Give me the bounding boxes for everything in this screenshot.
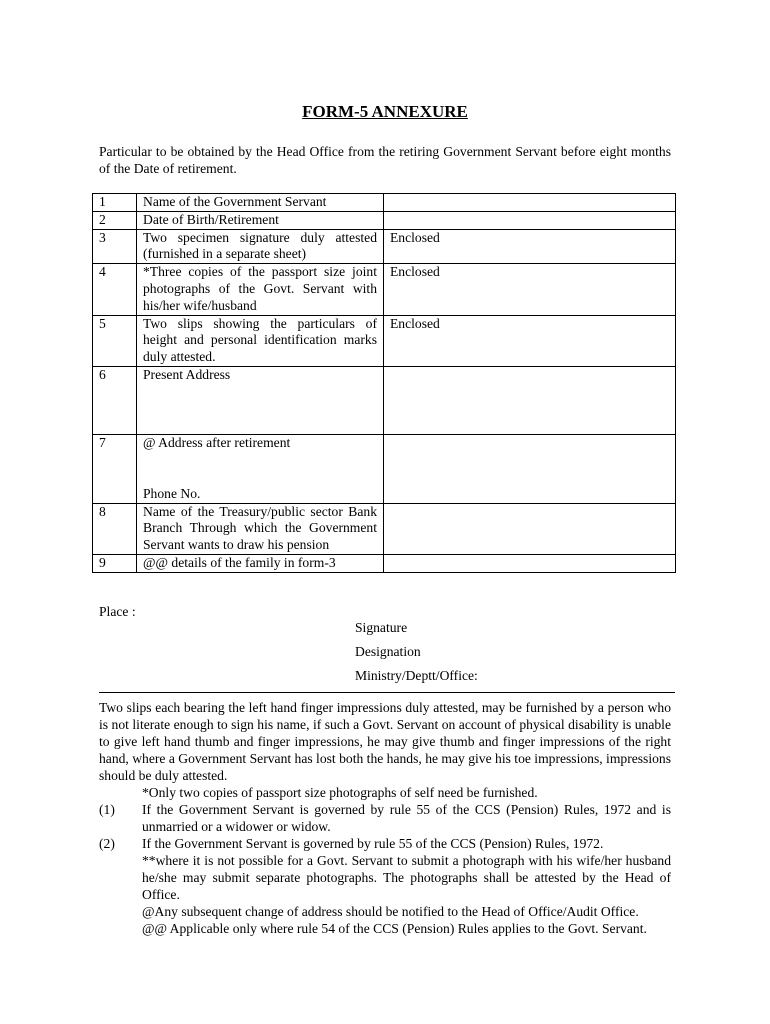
table-row: [93, 434, 676, 503]
passport-note: *Only two copies of passport size photographs of self need be furnished.: [142, 785, 538, 800]
intro-paragraph: Particular to be obtained by the Head Office from the retiring Government Servant before eight months of the Date of retirement.: [99, 144, 671, 176]
row-value[interactable]: [384, 211, 676, 229]
finger-impression-note: Two slips each bearing the left hand finger impressions duly attested, may be furnished by a person who is not literate enough to sign his name, if such a Govt. Servant on account of physical disability is unable to give left hand thumb and finger impressions, he may give thumb and finger impressions of the right hand, where a Government Servant has lost both the hands, he may give his toe impressions, impressions should be duly attested.: [99, 700, 671, 783]
note-text: If the Government Servant is governed by rule 55 of the CCS (Pension) Rules, 1972.: [142, 836, 604, 851]
row-value[interactable]: [384, 503, 676, 554]
place-label: Place :: [99, 604, 136, 619]
row-description: Two slips showing the particulars of height and personal identification marks duly attested.: [137, 315, 384, 366]
row-description: Date of Birth/Retirement: [137, 211, 384, 229]
rule-54-note: @@ Applicable only where rule 54 of the CCS (Pension) Rules applies to the Govt. Servant.: [142, 921, 647, 936]
signature-label: Signature: [355, 620, 408, 635]
note-text: If the Government Servant is governed by rule 55 of the CCS (Pension) Rules, 1972 and is unmarried or a widower or widow.: [142, 802, 671, 834]
address-label: @ Address after retirement: [143, 434, 291, 450]
row-value[interactable]: [384, 434, 676, 503]
table-row: [93, 503, 676, 554]
row-number: 5: [93, 315, 137, 366]
table-row: [93, 211, 676, 229]
row-number: 4: [93, 264, 137, 315]
phone-label: Phone No.: [143, 485, 201, 501]
row-description: Two specimen signature duly attested (furnished in a separate sheet): [137, 229, 384, 264]
table-row: [93, 366, 676, 434]
row-description: @@ details of the family in form-3: [137, 554, 384, 572]
row-value[interactable]: Enclosed: [384, 264, 676, 315]
table-row: [93, 315, 676, 366]
note-marker: (2): [99, 836, 115, 851]
row-number: 8: [93, 503, 137, 554]
row-number: 1: [93, 194, 137, 212]
row-value[interactable]: Enclosed: [384, 315, 676, 366]
row-number: 9: [93, 554, 137, 572]
photo-note: **where it is not possible for a Govt. Servant to submit a photograph with his wife/her husband he/she may submit separate photographs. The photographs shall be attested by the Head of Office.: [142, 853, 671, 902]
row-description: *Three copies of the passport size joint photographs of the Govt. Servant with his/her wife/husband: [137, 264, 384, 315]
table-row: [93, 194, 676, 212]
row-value[interactable]: [384, 554, 676, 572]
table-row: [93, 229, 676, 264]
row-value[interactable]: [384, 194, 676, 212]
row-description: Present Address: [137, 366, 384, 434]
ministry-label: Ministry/Deptt/Office:: [355, 668, 478, 683]
notes-section: [99, 699, 671, 937]
note-item-2: [99, 835, 671, 852]
note-marker: (1): [99, 802, 115, 817]
table-row: [93, 554, 676, 572]
row-description: Name of the Government Servant: [137, 194, 384, 212]
note-item-1: [99, 801, 671, 835]
row-number: 7: [93, 434, 137, 503]
form-title: FORM-5 ANNEXURE: [302, 102, 468, 121]
particulars-table: [92, 193, 676, 573]
row-number: 2: [93, 211, 137, 229]
row-description: [137, 434, 384, 503]
row-number: 6: [93, 366, 137, 434]
row-value[interactable]: [384, 366, 676, 434]
row-number: 3: [93, 229, 137, 264]
table-row: [93, 264, 676, 315]
divider: [99, 692, 675, 693]
row-description: Name of the Treasury/public sector Bank Branch Through which the Government Servant wants to draw his pension: [137, 503, 384, 554]
designation-label: Designation: [355, 644, 421, 659]
address-change-note: @Any subsequent change of address should be notified to the Head of Office/Audit Office.: [142, 904, 639, 919]
row-value[interactable]: Enclosed: [384, 229, 676, 264]
